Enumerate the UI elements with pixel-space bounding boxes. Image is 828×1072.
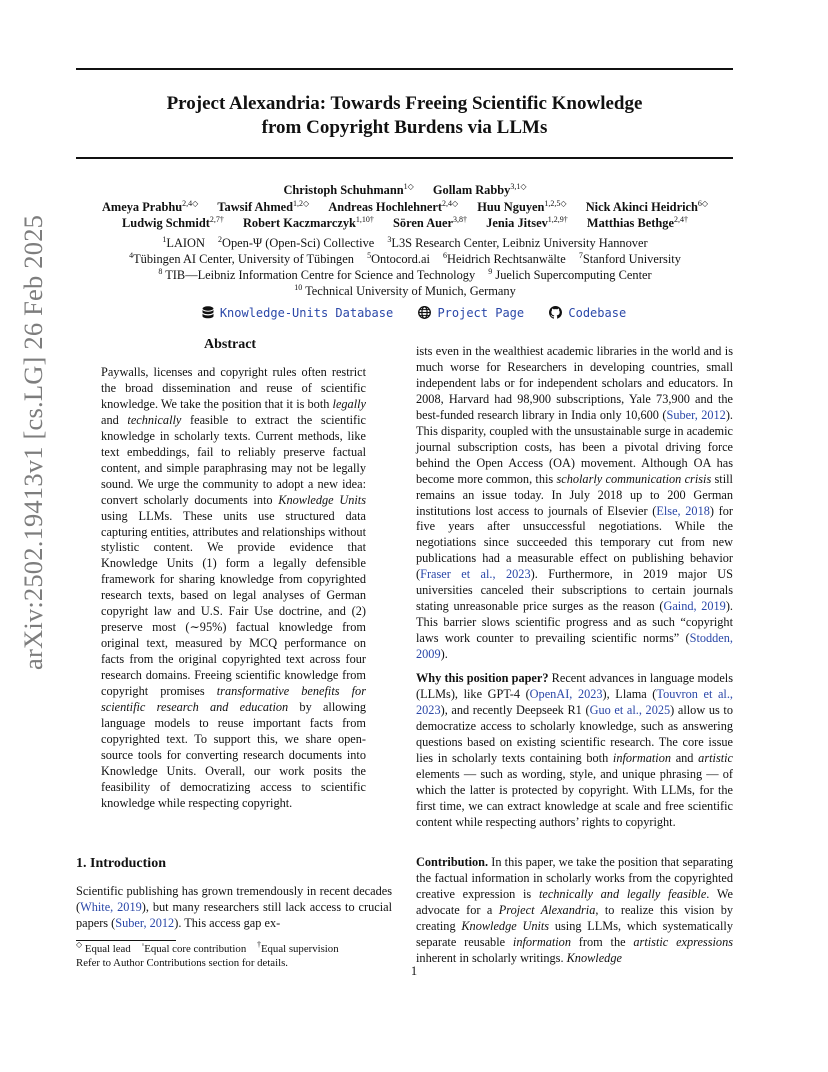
affiliation: $^{10}$ Technical University of Munich, Germany [294, 283, 516, 298]
affiliation: $^9$ Juelich Supercomputing Center [488, 267, 652, 282]
title-line-1: Project Alexandria: Towards Freeing Scientific Knowledge [166, 93, 643, 114]
title-top-rule [76, 68, 733, 70]
affiliation-row-1 [60, 235, 750, 251]
citation-link[interactable]: Else, 2018 [656, 503, 710, 518]
resource-links [0, 306, 828, 320]
footnote-line-2: Refer to Author Contributions section for details. [76, 957, 289, 969]
paragraph-heading: Why this position paper? [416, 671, 549, 685]
globe-icon [418, 306, 431, 319]
page-number: 1 [410, 964, 418, 978]
affiliation-row-2 [60, 251, 750, 267]
affiliation: $^6$Heidrich Rechtsanwälte [443, 251, 566, 266]
affiliation: $^1$LAION [162, 235, 205, 250]
affiliation: $^3$L3S Research Center, Leibniz University Hannover [387, 235, 648, 250]
affiliation-row-3 [60, 267, 750, 283]
affiliation-row-4 [60, 283, 750, 299]
database-icon [202, 306, 214, 319]
citation-link[interactable]: Gaind, 2019 [663, 599, 726, 614]
author: Gollam Rabby$^{3,1◇}$ [432, 182, 527, 197]
right-column-paragraph-2: Why this position paper? Recent advances in language models (LLMs), like GPT-4 (OpenAI, 2023), Llama (Touvron et al., 2023), and recently Deepseek R1 (Guo et al., 2025) allow us to democratize access to scholarly knowledge, such as answering questions based on existing scientific research. The core issue lies in scholarly texts containing both information and artistic elements — such as wording, style, and unique phrasing — of which the latter is protected by copyright. With LLMs, for the first time, we can extract knowledge at scale and free scientific content while respecting authors’ rights to copyright. [416, 671, 734, 829]
section-heading-introduction: 1. Introduction [76, 856, 166, 871]
author: Robert Kaczmarczyk$^{1,10\dagger}$ [242, 215, 374, 230]
introduction-body: Scientific publishing has grown tremendously in recent decades (White, 2019), but many researchers still lack access to crucial papers (Suber, 2012). This access gap ex- [76, 884, 392, 930]
citation-link[interactable]: Suber, 2012 [666, 407, 726, 422]
citation-link[interactable]: Stodden, 2009 [416, 631, 733, 662]
arxiv-stamp: arXiv:2502.19413v1 [cs.LG] 26 Feb 2025 [18, 214, 48, 670]
citation-link[interactable]: Suber, 2012 [115, 915, 175, 930]
knowledge-units-database-link[interactable]: Knowledge-Units Database [202, 306, 393, 320]
codebase-link[interactable]: Codebase [549, 306, 626, 320]
citation-link[interactable]: Touvron et al., 2023 [416, 686, 733, 717]
author-row-1 [60, 182, 750, 198]
author-row-3 [60, 215, 750, 231]
title-line-2: from Copyright Burdens via LLMs [261, 117, 548, 138]
citation-link[interactable]: White, 2019 [80, 899, 142, 914]
right-column-paragraph-1: ists even in the wealthiest academic libraries in the world and is much worse for Researchers in developing countries, small independent labs or for independent scholars and educators. In 2008, Harvard had 98,900 subscriptions, Yale 73,900 and the best-funded research library in India only 10,600 (Suber, 2012). This disparity, coupled with the unsustainable surge in academic journal subscription costs, has been a pivotal driving force behind the Open Access (OA) movement. Although OA has become more common, this scholarly communication crisis still remains an issue today. In July 2018 up to 200 German institutions lost access to journals of Elsevier (Else, 2018) for five years after unsuccessful negotiations. While the negotiations since succeeded this temporary cut from new publications had a measurable effect on publishing behavior (Fraser et al., 2023). Furthermore, in 2019 major US universities canceled their subscriptions to certain journals stating unreasonable price surges as the reason (Gaind, 2019). This barrier slows scientific progress and as such “copyright laws work counter to prevailing scientific norms” (Stodden, 2009). [416, 344, 733, 662]
author: Andreas Hochlehnert$^{2,4◇}$ [328, 199, 459, 214]
author: Sören Auer$^{3,8\dagger}$ [393, 215, 468, 230]
github-icon [549, 306, 562, 319]
author: Nick Akinci Heidrich$^{6◇}$ [585, 199, 709, 214]
paper-title [76, 92, 733, 140]
author: Tawsif Ahmed$^{1,2◇}$ [217, 199, 310, 214]
author: Jenia Jitsev$^{1,2,9\dagger}$ [486, 215, 568, 230]
author: Huu Nguyen$^{1,2,5◇}$ [477, 199, 567, 214]
author: Ameya Prabhu$^{2,4◇}$ [101, 199, 199, 214]
title-bottom-rule [76, 157, 733, 159]
abstract-heading: Abstract [204, 337, 257, 352]
affiliation: $^2$Open-Ψ (Open-Sci) Collective [218, 235, 375, 250]
footnote-rule [76, 940, 176, 941]
citation-link[interactable]: Guo et al., 2025 [589, 702, 671, 717]
paragraph-heading: Contribution. [416, 855, 489, 869]
author-row-2 [60, 199, 750, 215]
project-page-link[interactable]: Project Page [418, 306, 524, 320]
right-column-paragraph-3: Contribution. In this paper, we take the position that separating the factual information in scholarly works from the copyrighted creative expression is technically and legally feasible. We advocate for a Project Alexandria, to realize this vision by creating Knowledge Units using LLMs, which systematically separate reusable information from the artistic expressions inherent in scholarly writings. Knowledge [416, 855, 734, 965]
author: Christoph Schuhmann$^{1◇}$ [283, 182, 414, 197]
citation-link[interactable]: Fraser et al., 2023 [420, 567, 531, 582]
author: Matthias Bethge$^{2,4\dagger}$ [586, 215, 688, 230]
affiliation: $^7$Stanford University [578, 251, 681, 266]
citation-link[interactable]: OpenAI, 2023 [529, 686, 603, 701]
affiliation: $^5$Ontocord.ai [367, 251, 430, 266]
affiliation: $^4$Tübingen AI Center, University of Tübingen [129, 251, 354, 266]
affiliation: $^8$ TIB—Leibniz Information Centre for Science and Technology [158, 267, 476, 282]
abstract-body: Paywalls, licenses and copyright rules often restrict the broad dissemination and reuse of scientific knowledge. We take the position that it is both legally and technically feasible to extract the scientific knowledge in scholarly texts. Current methods, like text embeddings, fail to reliably preserve factual content, and simple paraphrasing may not be legally sound. We urge the community to adopt a new idea: convert scholarly documents into Knowledge Units using LLMs. These units use structured data capturing entities, attributes and relationships without stylistic content. We provide evidence that Knowledge Units (1) form a legally defensible framework for sharing knowledge from copyrighted research texts, based on legal analyses of German copyright law and U.S. Fair Use doctrine, and (2) preserve most (∼95%) factual knowledge from original text, measured by MCQ performance on facts from the original copyrighted text across four research domains. Freeing scientific knowledge from copyright promises transformative benefits for scientific research and education by allowing language models to reuse important facts from copyrighted text. To support this, we share open-source tools for converting research documents into Knowledge Units. Overall, our work posits the feasibility of democratizing access to scientific knowledge while respecting copyright. [101, 365, 366, 810]
footnote-line-1: ◇ Equal lead ◦Equal core contribution †Equal supervision [76, 940, 339, 955]
author: Ludwig Schmidt$^{2,7\dagger}$ [122, 215, 224, 230]
